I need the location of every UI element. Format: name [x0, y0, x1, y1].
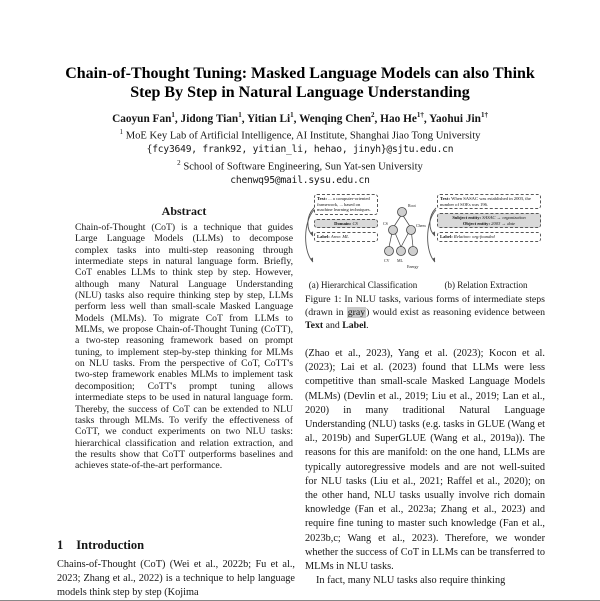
figure-1-caption: Figure 1: In NLU tasks, various forms of intermediate steps (drawn in gray) would exist as reasoning evidence between Text and Label. [305, 294, 546, 331]
panel-b-caption: (b) Relation Extraction [444, 280, 528, 290]
abstract-heading: Abstract [161, 204, 207, 218]
tree-node [397, 247, 406, 256]
panel-a-caption: (a) Hierarchical Classification [308, 280, 418, 290]
abstract-body: Chain-of-Thought (CoT) is a technique that guides Large Language Models (LLMs) to decompose complex tasks into multi-step reasoning through intermediate steps in natural language form. Briefly, CoT enables LLMs to think step by step. However, although many Natural Language Understanding (NLU) tasks also require thinking step by step, LLMs perform less well than small-scale Masked Language Models (MLMs). To migrate CoT from LLMs to MLMs, we propose Chain-of-Thought Tuning (CoTT), a two-step reasoning framework based on prompt tuning, to implement step-by-step thinking for MLMs on NLU tasks. From the perspective of CoT, CoTT's two-step framework enables MLMs to implement task decomposition; CoTT's prompt tuning allows intermediate steps to be used in natural language form. Thereby, the success of CoT can be extended to NLU tasks through MLMs. To verify the effectiveness of CoTT, we conduct experiments on two NLU tasks: hierarchical classification and relation extraction, and the results show that CoTT outperforms baselines and achieves state-of-the-art performance. [75, 222, 293, 472]
text-box: Text: ... a computer-oriented framework, ... based on machine learning techniques. [314, 194, 378, 215]
text-box: Text: When SASAC was established in 2003, the number of SOEs was 196. [437, 194, 541, 209]
section-heading-introduction: 1 Introduction [57, 538, 145, 552]
right-column-body [305, 347, 545, 588]
paper-title: Chain-of-Thought Tuning: Masked Language Models can also Think Step By Step in Natural Language Understanding [65, 65, 535, 101]
body-paragraph: In fact, many NLU tasks also require thinking [316, 575, 506, 587]
authors-line [30, 109, 570, 126]
entity-box: Subject entity: SASAC → organization Object entity: 2003 → date [437, 213, 541, 228]
author: Jidong Tian$^1$, [180, 111, 247, 125]
affiliations-block [30, 126, 570, 187]
tree-node [385, 247, 394, 256]
tree-label-root: Root [408, 203, 416, 208]
label-box: Label: Relation: org:founded [437, 232, 541, 242]
tree-label: Chem [416, 223, 426, 228]
tree-node [407, 226, 416, 235]
figure-panel-b [427, 194, 545, 292]
author: Hao $He^{1\dagger}$, [380, 111, 430, 125]
email-line: {fcy3649, frank92, yitian_li, hehao, jinyh}@sjtu.edu.cn [146, 144, 454, 156]
tree-node [389, 226, 398, 235]
tree-label: CS [383, 221, 388, 226]
figure-1 [305, 194, 545, 292]
affiliation-line: $^1$ MoE Key Lab of Artificial Intelligence, AI Institute, Shanghai Jiao Tong University [119, 128, 481, 142]
author: Yitian Li$^1$, [246, 111, 300, 125]
panel-b-boxes [437, 194, 541, 246]
tree-node-root [398, 208, 407, 217]
body-paragraph: (Zhao et al., 2023), Yang et al. (2023); Kocon et al. (2023); Lai et al. (2023) found that LLMs were less competitive than small-scale Masked Language Models (MLMs) (Devlin et al., 2019; Liu et al., 2019; Lan et al., 2020) in many traditional Natural Language Understanding (NLU) tasks (e.g. tasks in GLUE (Wang et al., 2019b) and SuperGLUE (Wang et al., 2019a)). The reasons for this are manifold: on the one hand, LLMs are typically autoregressive models and are not well-suited for NLU tasks (Liu et al., 2021; Raffel et al., 2020); on the other hand, NLU tasks usually involve rich domain knowledge (Fan et al., 2023a; Zhang et al., 2023) and require fine tuning to master such knowledge (Fan et al., 2023b,c; Wang et al., 2023). Therefore, we wonder whether the success of CoT in LLMs can be transferred to MLMs in NLU tasks. [305, 348, 545, 573]
label-box: Label: Area: ML [314, 232, 378, 242]
tree-label: CV [384, 258, 390, 263]
gray-highlight: gray [347, 307, 366, 318]
introduction-paragraph: Chains-of-Thought (CoT) (Wei et al., 2022b; Fu et al., 2023; Zhang et al., 2022) is a technique to help language models think step by step (Kojima [57, 559, 295, 599]
tree-node [409, 247, 418, 256]
figure-panel-a [305, 194, 426, 292]
tree-label: ML [397, 258, 403, 263]
author: Caoyun Fan$^1$, [112, 111, 181, 125]
author: Wenqing Chen$^2$, [299, 111, 381, 125]
domain-box: Domain: CS [314, 219, 378, 229]
panel-a-boxes [314, 194, 378, 246]
flow-arrows-icon [427, 200, 437, 270]
affiliation-line: $^2$ School of Software Engineering, Sun Yat-sen University [177, 158, 423, 173]
tree-label: Energy [407, 264, 419, 269]
taxonomy-tree [381, 202, 426, 269]
email-line: chenwq95@mail.sysu.edu.cn [230, 174, 370, 186]
author: Yaohui Jin$^{1\dagger}$ [429, 111, 488, 125]
